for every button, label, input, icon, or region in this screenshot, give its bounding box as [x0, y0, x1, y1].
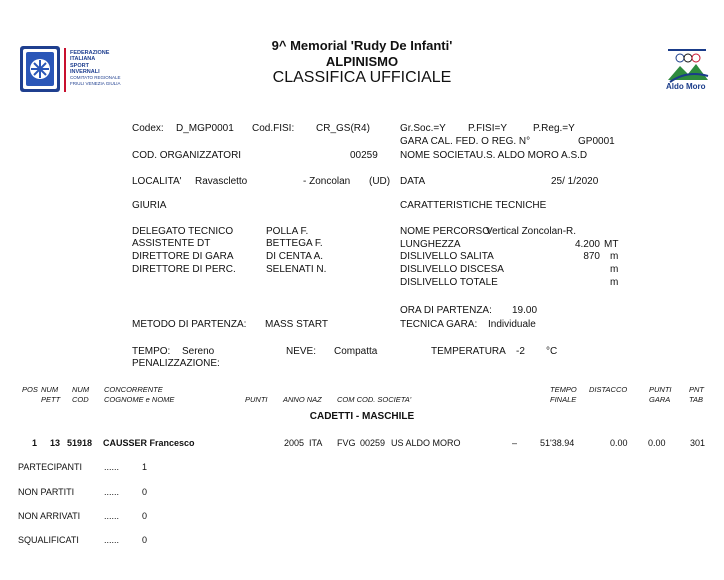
fisi-logo-line: ITALIANA	[70, 56, 96, 63]
codex-label: Codex:	[132, 123, 164, 134]
header-tempo-1: TEMPO	[550, 385, 577, 394]
club-logo-text: Aldo Moro	[666, 82, 706, 91]
codfisi-label: Cod.FISI:	[252, 123, 295, 134]
gara-cal-label: GARA CAL. FED. O REG. N°	[400, 136, 531, 147]
header-com-cod-soc: COM COD. SOCIETA'	[337, 395, 412, 404]
data-label: DATA	[400, 176, 426, 187]
summary-label: SQUALIFICATI	[18, 535, 79, 545]
neve-label: NEVE:	[286, 346, 317, 357]
delegato-value: POLLA F.	[266, 226, 309, 237]
fisi-logo-line: COMITATO REGIONALE	[70, 75, 121, 81]
grsoc-flag: Gr.Soc.=Y	[400, 123, 446, 134]
row-naz: ITA	[309, 438, 323, 448]
nome-soc-label: NOME SOCIETA'	[400, 150, 478, 161]
row-anno: 2005	[284, 438, 305, 448]
tempo-value: Sereno	[182, 346, 215, 357]
fisi-logo-line: SPORT	[70, 62, 89, 69]
fisi-logo-line: FEDERAZIONE	[70, 50, 110, 56]
lunghezza-value: 4.200	[574, 239, 600, 250]
metodo-label: METODO DI PARTENZA:	[132, 319, 247, 330]
header-punti-gara-2: GARA	[649, 395, 671, 404]
codfisi-value: CR_GS(R4)	[316, 123, 370, 134]
row-pnt-tab: 301	[690, 438, 706, 448]
header-num-pett-2: PETT	[41, 395, 61, 404]
assistente-value: BETTEGA F.	[266, 238, 323, 249]
penalizzazione-label: PENALIZZAZIONE:	[132, 358, 220, 369]
summary-dots: ......	[104, 462, 120, 472]
direttore-perc-label: DIRETTORE DI PERC.	[132, 264, 236, 275]
nome-soc-value: U.S. ALDO MORO A.S.D	[476, 150, 588, 161]
summary-label: PARTECIPANTI	[18, 462, 83, 472]
dislivello-discesa-unit: m	[610, 264, 619, 275]
cod-org-label: COD. ORGANIZZATORI	[132, 150, 242, 161]
header-concorrente-1: CONCORRENTE	[104, 385, 163, 394]
header-num-cod-2: COD	[72, 395, 89, 404]
header-tempo-2: FINALE	[550, 395, 577, 404]
tempo-label: TEMPO:	[132, 346, 171, 357]
direttore-perc-value: SELENATI N.	[266, 264, 327, 275]
summary-label: NON PARTITI	[18, 487, 75, 497]
row-pos: 1	[32, 438, 38, 448]
row-com: FVG	[337, 438, 356, 448]
dislivello-totale-label: DISLIVELLO TOTALE	[400, 277, 498, 288]
dislivello-salita-label: DISLIVELLO SALITA	[400, 251, 494, 262]
row-dash: –	[512, 438, 518, 448]
data-value: 25/ 1/2020	[551, 176, 599, 187]
header-anno-naz: ANNO NAZ	[283, 395, 322, 404]
localita-value: Ravascletto	[195, 176, 248, 187]
header-punti: PUNTI	[245, 395, 268, 404]
summary-dots: ......	[104, 535, 120, 545]
row-punti-gara: 0.00	[648, 438, 666, 448]
row-name: CAUSSER Francesco	[103, 438, 195, 448]
summary-dots: ......	[104, 511, 120, 521]
temperatura-label: TEMPERATURA	[431, 346, 506, 357]
direttore-gara-label: DIRETTORE DI GARA	[132, 251, 234, 262]
delegato-label: DELEGATO TECNICO	[132, 226, 234, 237]
localita-province: (UD)	[369, 176, 391, 187]
localita-label: LOCALITA'	[132, 176, 182, 187]
temperatura-unit: °C	[546, 346, 558, 357]
header-num-pett-1: NUM	[41, 385, 59, 394]
summary-label: NON ARRIVATI	[18, 511, 81, 521]
fisi-logo-line: FRIULI VENEZIA GIULIA	[70, 81, 121, 87]
row-cod: 51918	[67, 438, 93, 448]
header-pos: POS	[22, 385, 38, 394]
temperatura-value: -2	[516, 346, 525, 357]
row-tempo: 51'38.94	[540, 438, 575, 448]
dislivello-totale-unit: m	[610, 277, 619, 288]
caratteristiche-label: CARATTERISTICHE TECNICHE	[400, 200, 547, 211]
lunghezza-unit: MT	[604, 239, 619, 250]
summary-dots: ......	[104, 487, 120, 497]
tecnica-value: Individuale	[488, 319, 536, 330]
lunghezza-label: LUNGHEZZA	[400, 239, 461, 250]
header-pnt-tab-2: TAB	[689, 395, 704, 404]
assistente-label: ASSISTENTE DT	[132, 238, 211, 249]
category-title: CADETTI - MASCHILE	[309, 411, 415, 422]
row-societa: US ALDO MORO	[391, 438, 461, 448]
header-concorrente-2: COGNOME e NOME	[104, 395, 175, 404]
localita-value2: - Zoncolan	[303, 176, 351, 187]
metodo-value: MASS START	[265, 319, 328, 330]
row-cod-soc: 00259	[360, 438, 386, 448]
tecnica-label: TECNICA GARA:	[400, 319, 478, 330]
ora-partenza-label: ORA DI PARTENZA:	[400, 305, 492, 316]
preg-flag: P.Reg.=Y	[533, 123, 575, 134]
event-title: 9^ Memorial 'Rudy De Infanti'	[271, 38, 453, 53]
nome-percorso-label: NOME PERCORSO	[400, 226, 491, 237]
header-pnt-tab-1: PNT	[689, 385, 704, 394]
neve-value: Compatta	[334, 346, 378, 357]
pfisi-flag: P.FISI=Y	[468, 123, 508, 134]
discipline-title: ALPINISMO	[325, 54, 399, 69]
row-pett: 13	[50, 438, 61, 448]
direttore-gara-value: DI CENTA A.	[266, 251, 324, 262]
row-distacco: 0.00	[610, 438, 628, 448]
fisi-logo-line: INVERNALI	[70, 68, 100, 75]
document-title: CLASSIFICA UFFICIALE	[272, 69, 452, 86]
header-distacco: DISTACCO	[589, 385, 628, 394]
summary-value: 0	[142, 487, 148, 497]
ora-partenza-value: 19.00	[512, 305, 538, 316]
dislivello-salita-unit: m	[610, 251, 619, 262]
nome-percorso-value: Vertical Zoncolan-R.	[486, 226, 577, 237]
header-num-cod-1: NUM	[72, 385, 90, 394]
summary-value: 0	[142, 511, 148, 521]
dislivello-salita-value: 870	[583, 251, 600, 262]
codex-value: D_MGP0001	[176, 123, 234, 134]
giuria-label: GIURIA	[132, 200, 167, 211]
cod-org-value: 00259	[350, 150, 378, 161]
gara-cal-value: GP0001	[578, 136, 615, 147]
summary-value: 1	[142, 462, 148, 472]
header-punti-gara-1: PUNTI	[649, 385, 672, 394]
dislivello-discesa-label: DISLIVELLO DISCESA	[400, 264, 504, 275]
summary-value: 0	[142, 535, 148, 545]
